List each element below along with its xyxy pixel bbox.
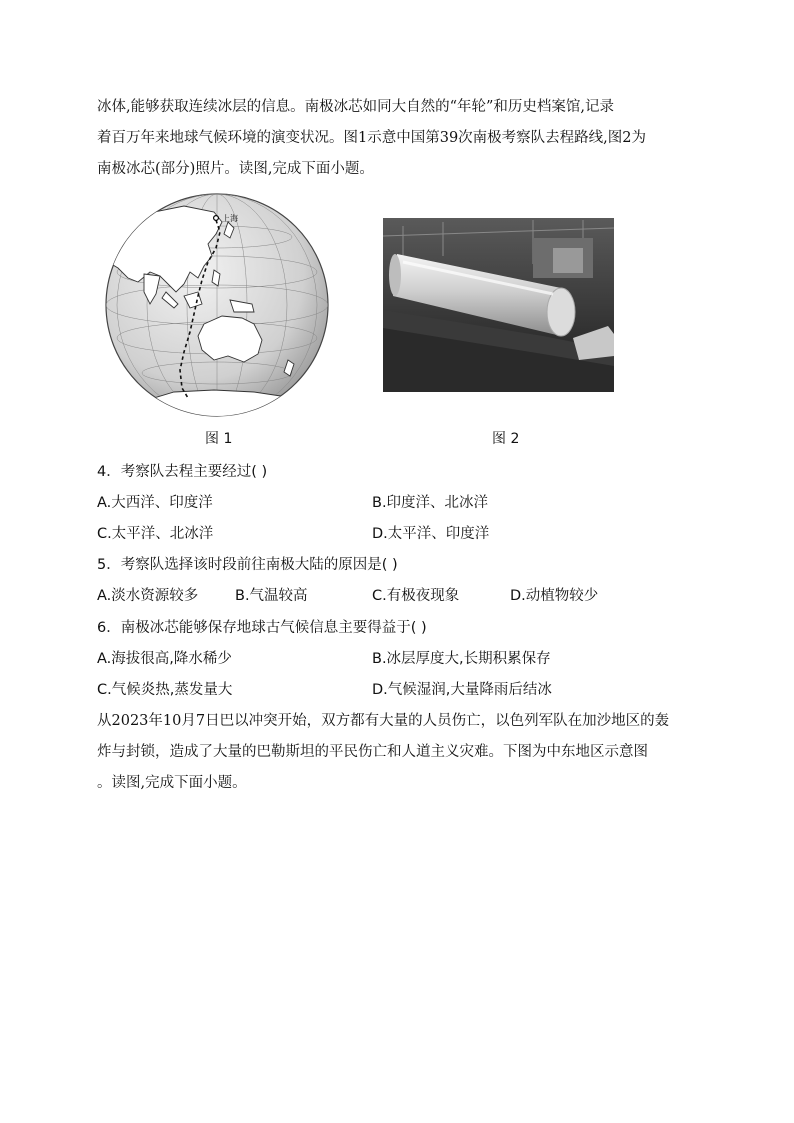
intro1-line-1: 冰体,能够获取连续冰层的信息。南极冰芯如同大自然的“年轮”和历史档案馆,记录 — [97, 99, 615, 115]
question-5-option-c[interactable]: C.有极夜现象 — [372, 588, 460, 604]
intro2-line-3: 。读图,完成下面小题。 — [97, 775, 247, 791]
question-4-stem: 4．考察队去程主要经过( ) — [97, 464, 268, 480]
question-4-option-b[interactable]: B.印度洋、北冰洋 — [372, 495, 489, 511]
intro2-line-2: 炸与封锁，造成了大量的巴勒斯坦的平民伤亡和人道主义灾难。下图为中东地区示意图 — [97, 744, 648, 760]
question-4-option-c[interactable]: C.太平洋、北冰洋 — [97, 526, 214, 542]
question-6-option-d[interactable]: D.气候湿润,大量降雨后结冰 — [372, 682, 552, 698]
intro1-line-3: 南极冰芯(部分)照片。读图,完成下面小题。 — [97, 161, 374, 177]
start-point-marker — [214, 216, 219, 221]
question-5-stem: 5．考察队选择该时段前往南极大陆的原因是( ) — [97, 557, 398, 573]
question-5-option-d[interactable]: D.动植物较少 — [510, 588, 599, 604]
question-4-option-d[interactable]: D.太平洋、印度洋 — [372, 526, 490, 542]
figure-2-ice-core-photo — [383, 218, 614, 392]
start-point-label: 上海 — [222, 214, 238, 223]
intro2-line-1: 从2023年10月7日巴以冲突开始，双方都有大量的人员伤亡，以色列军队在加沙地区的轰 — [97, 713, 670, 729]
question-6-stem: 6．南极冰芯能够保存地球古气候信息主要得益于( ) — [97, 620, 427, 636]
question-6-option-c[interactable]: C.气候炎热,蒸发量大 — [97, 682, 233, 698]
figure-1-globe-map — [104, 192, 330, 418]
question-6-option-a[interactable]: A.海拔很高,降水稀少 — [97, 651, 232, 667]
question-6-option-b[interactable]: B.冰层厚度大,长期积累保存 — [372, 651, 551, 667]
intro-paragraph-2 — [97, 706, 699, 799]
question-5-option-a[interactable]: A.淡水资源较多 — [97, 588, 199, 604]
figure-1-caption: 图 1 — [205, 431, 233, 447]
intro1-line-2: 着百万年来地球气候环境的演变状况。图1示意中国第39次南极考察队去程路线,图2为 — [97, 130, 647, 146]
intro-paragraph-1 — [97, 92, 699, 185]
figure-2-caption: 图 2 — [492, 431, 520, 447]
question-5-option-b[interactable]: B.气温较高 — [235, 588, 308, 604]
question-4-option-a[interactable]: A.大西洋、印度洋 — [97, 495, 213, 511]
